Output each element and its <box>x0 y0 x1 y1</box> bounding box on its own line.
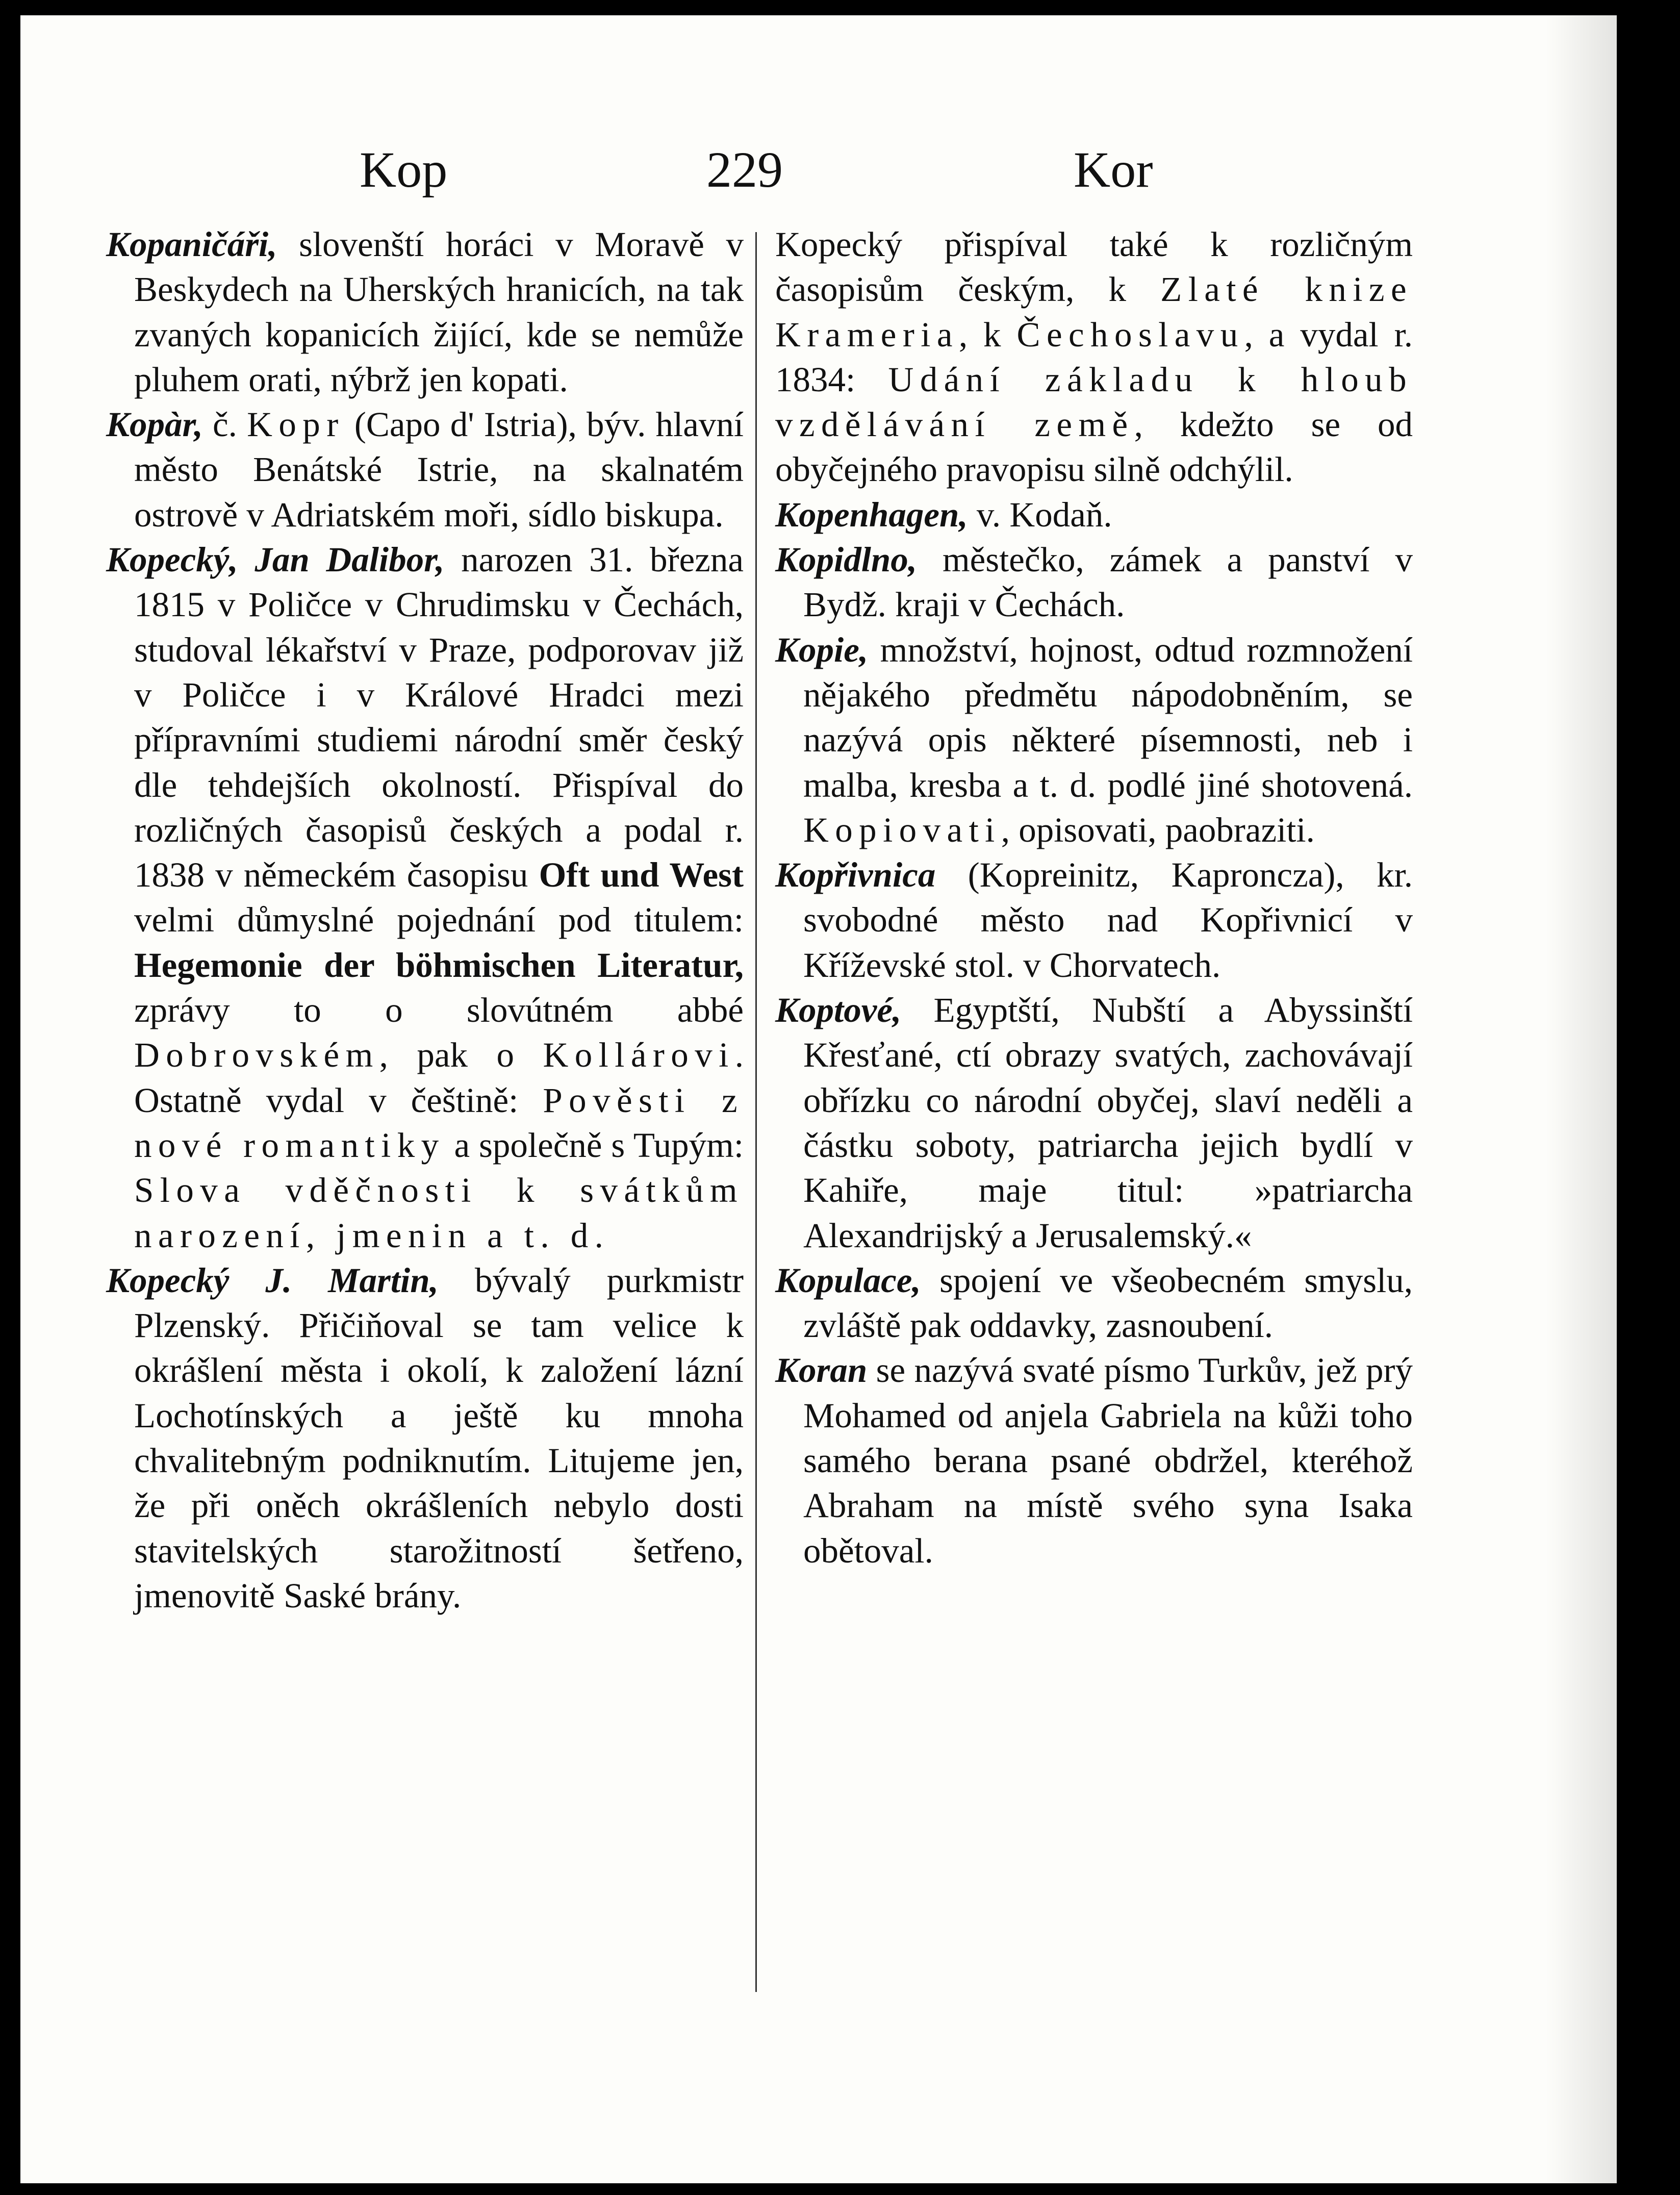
entry-headword: Kopecký J. Martin, <box>106 1260 439 1300</box>
entry-text: narozen 31. března 1815 v Poličce v Chrudimsku v Čechách, studoval lékařství v Praze, podporovav již v Poličce i v Králové Hradci mezi přípravními studiemi národní směr český dle tehdejších okolností. Přispíval do rozličných časopisů českých a podal r. 1838 v německém časopisu <box>134 540 744 895</box>
dictionary-entry <box>775 222 1413 492</box>
entry-text: , k <box>958 315 1017 354</box>
entry-headword: Kopecký, Jan Dalibor, <box>106 540 445 579</box>
entry-text: (Capo d' Istria), býv. hlavní město Benátské Istrie, na skalnatém ostrově v Adriatském moři, sídlo biskupa. <box>134 405 744 534</box>
entry-text: velmi důmyslné pojednání pod titulem: <box>134 900 744 940</box>
column-divider <box>755 232 757 1992</box>
entry-text: zprávy to o slovútném abbé <box>134 991 744 1030</box>
entry-headword: Kopàr, <box>106 405 203 444</box>
entry-spaced-title: Zlaté knize Krameria <box>775 270 1413 354</box>
entry-headword: Kopie, <box>775 630 869 669</box>
entry-headword: Kopřivnica <box>775 855 936 895</box>
right-column <box>775 222 1413 1573</box>
entry-headword: Kopulace, <box>775 1260 921 1300</box>
dictionary-page <box>20 15 1617 2183</box>
header-right: Kor <box>1074 141 1153 198</box>
entry-text: slovenští horáci v Moravě v Beskydech na Uherských hranicích, na tak zvaných kopanicích žijící, kde se nemůže pluhem orati, nýbrž jen kopati. <box>134 225 744 399</box>
entry-text: , opisovati, paobraziti. <box>1001 810 1315 849</box>
dictionary-entry <box>106 1258 744 1618</box>
entry-text: , kdežto se od obyčejného pravopisu silně odchýlil. <box>775 405 1413 489</box>
page-number: 229 <box>706 141 783 198</box>
entry-headword: Kopaničáři, <box>106 225 277 264</box>
entry-text: a společně s Tupým: <box>445 1125 744 1165</box>
entry-text: č. <box>202 405 247 444</box>
page-shadow <box>1545 15 1617 2183</box>
left-column <box>106 222 744 1618</box>
entry-text: (Kopreinitz, Kaproncza), kr. svobodné město nad Kopřivnicí v Kříževské stol. v Chorvatech. <box>803 855 1413 985</box>
dictionary-entry <box>775 627 1413 852</box>
dictionary-entry <box>106 222 744 402</box>
entry-headword: Kopenhagen, <box>775 495 968 534</box>
entry-text: se nazývá svaté písmo Turkův, jež prý Mohamed od anjela Gabriela na kůži toho samého berana psané obdržel, kteréhož Abraham na místě svého syna Isaka obětoval. <box>803 1351 1413 1570</box>
entry-text: městečko, zámek a panství v Bydž. kraji v Čechách. <box>803 540 1413 624</box>
entry-text: množství, hojnost, odtud rozmnožení nějakého předmětu nápodobněním, se nazývá opis některé písemnosti, neb i malba, kresba a t. d. podlé jiné shotovená. <box>803 630 1413 804</box>
entry-text: Kopecký přispíval také k rozličným časopisům českým, k <box>775 225 1413 309</box>
entry-text: . Ostatně vydal v češtině: <box>134 1036 744 1120</box>
dictionary-entry <box>106 402 744 537</box>
dictionary-entry <box>775 1348 1413 1573</box>
entry-text: Egyptští, Nubští a Abyssinští Křesťané, ctí obrazy svatých, zachovávají obřízku co národní obyčej, slaví neděli a částku soboty, patriarcha jejich bydlí v Kahiře, maje titul: »patriarcha Alexandrijský a Jerusalemský.« <box>803 991 1413 1255</box>
dictionary-entry <box>775 537 1413 627</box>
dictionary-entry <box>775 988 1413 1258</box>
entry-spaced-title: Čechoslavu <box>1016 315 1244 354</box>
dictionary-entry <box>775 1258 1413 1348</box>
entry-text: , pak o <box>379 1036 543 1075</box>
entry-blackletter-title: Oft und West <box>539 855 744 895</box>
entry-spaced-title: Slova vděčnosti k svátkům narození, jmenin a t. d. <box>134 1171 744 1255</box>
dictionary-entry <box>775 492 1413 537</box>
dictionary-entry <box>775 852 1413 988</box>
entry-spaced-title: Udání základu k hloub vzdělávání země <box>775 360 1413 444</box>
entry-spaced-title: Dobrovském <box>134 1036 379 1075</box>
entry-spaced-title: Kollárovi <box>543 1036 735 1075</box>
header-left: Kop <box>360 141 448 198</box>
entry-text: v. Kodaň. <box>968 495 1112 534</box>
entry-text: spojení ve všeobecném smyslu, zvláště pak oddavky, zasnoubení. <box>803 1260 1413 1345</box>
page-header <box>20 140 1617 212</box>
entry-spaced-title: Kopr <box>247 405 345 444</box>
entry-headword: Kopidlno, <box>775 540 917 579</box>
entry-headword: Koptové, <box>775 991 902 1030</box>
entry-spaced-title: Pověsti z nové romantiky <box>134 1080 744 1165</box>
entry-spaced-title: Kopiovati <box>803 810 1001 849</box>
entry-text: , a vydal r. 1834: <box>775 315 1413 399</box>
entry-blackletter-title: Hegemonie der böhmischen Literatur, <box>134 945 744 985</box>
entry-text: bývalý purkmistr Plzenský. Přičiňoval se tam velice k okrášlení města i okolí, k založení lázní Lochotínských a ještě ku mnoha chvalitebným podniknutím. Litujeme jen, že při oněch okrášleních nebylo dosti stavitelských starožitností šetřeno, jmenovitě Saské brány. <box>134 1260 744 1615</box>
dictionary-entry <box>106 537 744 1258</box>
entry-headword: Koran <box>775 1351 868 1390</box>
